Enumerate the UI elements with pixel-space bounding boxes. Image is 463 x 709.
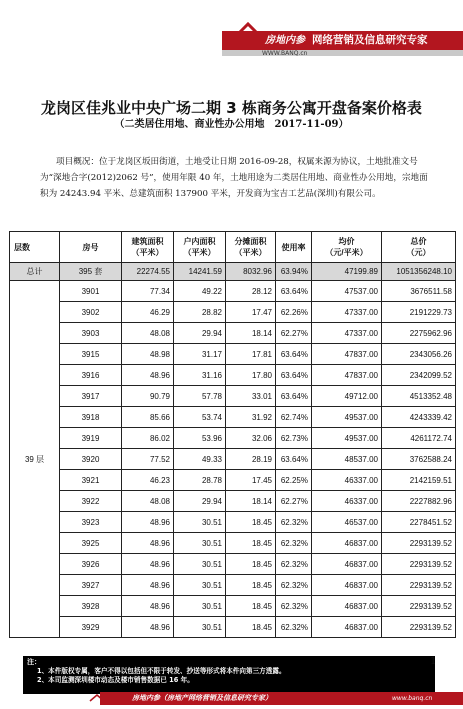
table-row bbox=[10, 617, 456, 638]
cell-shared-area: 18.45 bbox=[226, 617, 276, 638]
cell-built-area: 48.98 bbox=[122, 344, 174, 365]
cell-built-area: 85.66 bbox=[122, 407, 174, 428]
cell-avg-price: 49712.00 bbox=[312, 386, 382, 407]
cell-avg-price: 46837.00 bbox=[312, 617, 382, 638]
cell-usage-rate: 62.32% bbox=[276, 617, 312, 638]
table-row bbox=[10, 281, 456, 302]
cell-built-area: 48.96 bbox=[122, 512, 174, 533]
cell-avg-price: 47337.00 bbox=[312, 323, 382, 344]
header-built-area-unit: （平米） bbox=[131, 248, 164, 257]
cell-usage-rate: 62.25% bbox=[276, 470, 312, 491]
cell-avg-price: 47837.00 bbox=[312, 344, 382, 365]
header-inner-area-label: 户内面积 bbox=[183, 237, 216, 246]
cell-avg-price: 46337.00 bbox=[312, 470, 382, 491]
cell-room: 3928 bbox=[60, 596, 122, 617]
cell-usage-rate: 62.32% bbox=[276, 575, 312, 596]
cell-inner-area: 30.51 bbox=[174, 512, 226, 533]
cell-built-area: 77.34 bbox=[122, 281, 174, 302]
project-overview: 项目概况：位于龙岗区坂田街道，土地受让日期 2016-09-28，权属来源为协议，土地批准文号为“深地合字(2012)2062 号”，使用年限 40 年，土地用途为二类居住用地、商业性办公用地，宗地面积为 24243.94 平米、总建筑面积 137900 平米，开发商为宝吉工艺品(深圳)有限公司。 bbox=[40, 157, 428, 199]
table-row bbox=[10, 575, 456, 596]
header-built-area bbox=[122, 232, 174, 263]
cell-avg-price: 46837.00 bbox=[312, 554, 382, 575]
cell-built-area: 77.52 bbox=[122, 449, 174, 470]
table-row bbox=[10, 491, 456, 512]
header-usage-rate: 使用率 bbox=[276, 232, 312, 263]
cell-avg-price: 47837.00 bbox=[312, 365, 382, 386]
header-built-area-label: 建筑面积 bbox=[131, 237, 164, 246]
header-total-price-unit: （元） bbox=[406, 248, 431, 257]
cell-shared-area: 18.45 bbox=[226, 596, 276, 617]
cell-usage-rate: 63.64% bbox=[276, 365, 312, 386]
total-count: 395 套 bbox=[60, 263, 122, 281]
header-shared-area-unit: （平米） bbox=[234, 248, 267, 257]
cell-built-area: 46.23 bbox=[122, 470, 174, 491]
cell-usage-rate: 63.64% bbox=[276, 449, 312, 470]
cell-room: 3929 bbox=[60, 617, 122, 638]
header-floor: 层数 bbox=[10, 232, 60, 263]
table-body bbox=[10, 281, 456, 638]
cell-avg-price: 46837.00 bbox=[312, 533, 382, 554]
cell-room: 3919 bbox=[60, 428, 122, 449]
table-row bbox=[10, 365, 456, 386]
header-inner-area bbox=[174, 232, 226, 263]
cell-shared-area: 18.45 bbox=[226, 512, 276, 533]
cell-shared-area: 18.14 bbox=[226, 323, 276, 344]
cell-total-price: 2275962.96 bbox=[382, 323, 456, 344]
cell-shared-area: 18.45 bbox=[226, 533, 276, 554]
cell-room: 3927 bbox=[60, 575, 122, 596]
cell-shared-area: 31.92 bbox=[226, 407, 276, 428]
cell-usage-rate: 62.27% bbox=[276, 323, 312, 344]
cell-usage-rate: 62.26% bbox=[276, 302, 312, 323]
cell-room: 3923 bbox=[60, 512, 122, 533]
cell-avg-price: 48537.00 bbox=[312, 449, 382, 470]
cell-total-price: 3676511.58 bbox=[382, 281, 456, 302]
total-usage-rate: 63.94% bbox=[276, 263, 312, 281]
cell-room: 3902 bbox=[60, 302, 122, 323]
cell-shared-area: 17.80 bbox=[226, 365, 276, 386]
table-row bbox=[10, 302, 456, 323]
table-row bbox=[10, 407, 456, 428]
cell-inner-area: 31.17 bbox=[174, 344, 226, 365]
total-inner-area: 14241.59 bbox=[174, 263, 226, 281]
cell-built-area: 48.96 bbox=[122, 554, 174, 575]
banner-org-name: 网络营销及信息研究专家 bbox=[312, 34, 428, 46]
cell-room: 3901 bbox=[60, 281, 122, 302]
cell-usage-rate: 62.32% bbox=[276, 512, 312, 533]
cell-shared-area: 18.45 bbox=[226, 554, 276, 575]
header-room: 房号 bbox=[60, 232, 122, 263]
cell-inner-area: 49.22 bbox=[174, 281, 226, 302]
table-row bbox=[10, 428, 456, 449]
cell-room: 3915 bbox=[60, 344, 122, 365]
notes-title: 注： bbox=[27, 658, 41, 666]
cell-room: 3921 bbox=[60, 470, 122, 491]
cell-room: 3922 bbox=[60, 491, 122, 512]
cell-total-price: 2342099.52 bbox=[382, 365, 456, 386]
cell-total-price: 2293139.52 bbox=[382, 617, 456, 638]
cell-room: 3918 bbox=[60, 407, 122, 428]
banner-gray-bar bbox=[222, 50, 463, 56]
table-row bbox=[10, 596, 456, 617]
banner-logo-url: WWW.BANQ.cn bbox=[262, 50, 308, 57]
total-built-area: 22274.55 bbox=[122, 263, 174, 281]
table-row bbox=[10, 386, 456, 407]
cell-built-area: 90.79 bbox=[122, 386, 174, 407]
notes-line: 2、本司监测深圳楼市动态及楼市销售数据已 16 年。 bbox=[37, 676, 194, 684]
table-row bbox=[10, 533, 456, 554]
cell-total-price: 2293139.52 bbox=[382, 575, 456, 596]
table-header-row bbox=[10, 232, 456, 263]
cell-avg-price: 46837.00 bbox=[312, 596, 382, 617]
banner-logo-text: 房地内参 bbox=[265, 35, 305, 46]
cell-inner-area: 28.82 bbox=[174, 302, 226, 323]
table-row bbox=[10, 512, 456, 533]
cell-built-area: 48.08 bbox=[122, 491, 174, 512]
cell-inner-area: 53.96 bbox=[174, 428, 226, 449]
cell-total-price: 3762588.24 bbox=[382, 449, 456, 470]
cell-usage-rate: 62.32% bbox=[276, 533, 312, 554]
cell-usage-rate: 62.74% bbox=[276, 407, 312, 428]
table-row bbox=[10, 470, 456, 491]
cell-inner-area: 57.78 bbox=[174, 386, 226, 407]
cell-usage-rate: 62.73% bbox=[276, 428, 312, 449]
footer-url: www.banq.cn bbox=[392, 695, 433, 702]
price-table bbox=[9, 231, 456, 638]
cell-shared-area: 17.45 bbox=[226, 470, 276, 491]
cell-inner-area: 28.78 bbox=[174, 470, 226, 491]
cell-room: 3916 bbox=[60, 365, 122, 386]
cell-usage-rate: 63.64% bbox=[276, 386, 312, 407]
cell-shared-area: 28.19 bbox=[226, 449, 276, 470]
cell-inner-area: 31.16 bbox=[174, 365, 226, 386]
header-avg-price-label: 均价 bbox=[338, 237, 355, 246]
page-number: 1 bbox=[430, 656, 437, 667]
cell-inner-area: 29.94 bbox=[174, 491, 226, 512]
cell-inner-area: 49.33 bbox=[174, 449, 226, 470]
table-row bbox=[10, 323, 456, 344]
cell-shared-area: 32.06 bbox=[226, 428, 276, 449]
cell-total-price: 2142159.51 bbox=[382, 470, 456, 491]
floor-label: 39 层 bbox=[10, 281, 60, 638]
total-row bbox=[10, 263, 456, 281]
cell-avg-price: 47537.00 bbox=[312, 281, 382, 302]
cell-usage-rate: 63.64% bbox=[276, 344, 312, 365]
total-shared-area: 8032.96 bbox=[226, 263, 276, 281]
cell-total-price: 2293139.52 bbox=[382, 554, 456, 575]
cell-avg-price: 46337.00 bbox=[312, 491, 382, 512]
cell-built-area: 48.96 bbox=[122, 575, 174, 596]
cell-total-price: 4513352.48 bbox=[382, 386, 456, 407]
cell-room: 3903 bbox=[60, 323, 122, 344]
cell-total-price: 2293139.52 bbox=[382, 596, 456, 617]
cell-inner-area: 30.51 bbox=[174, 596, 226, 617]
header-total-price bbox=[382, 232, 456, 263]
cell-total-price: 2227882.96 bbox=[382, 491, 456, 512]
header-avg-price-unit: （元/平米） bbox=[325, 248, 368, 257]
cell-total-price: 4243339.42 bbox=[382, 407, 456, 428]
table-row bbox=[10, 554, 456, 575]
footer-bar bbox=[0, 690, 463, 709]
cell-avg-price: 49537.00 bbox=[312, 407, 382, 428]
cell-inner-area: 53.74 bbox=[174, 407, 226, 428]
cell-built-area: 48.96 bbox=[122, 365, 174, 386]
cell-avg-price: 46537.00 bbox=[312, 512, 382, 533]
cell-built-area: 46.29 bbox=[122, 302, 174, 323]
cell-shared-area: 18.45 bbox=[226, 575, 276, 596]
header-total-price-label: 总价 bbox=[410, 237, 427, 246]
cell-total-price: 2191229.73 bbox=[382, 302, 456, 323]
cell-room: 3917 bbox=[60, 386, 122, 407]
cell-usage-rate: 62.27% bbox=[276, 491, 312, 512]
cell-shared-area: 28.12 bbox=[226, 281, 276, 302]
header-shared-area-label: 分摊面积 bbox=[234, 237, 267, 246]
cell-built-area: 48.08 bbox=[122, 323, 174, 344]
table-row bbox=[10, 344, 456, 365]
cell-usage-rate: 62.32% bbox=[276, 554, 312, 575]
notes-box bbox=[23, 656, 435, 694]
total-total-price: 1051356248.10 bbox=[382, 263, 456, 281]
cell-total-price: 4261172.74 bbox=[382, 428, 456, 449]
cell-avg-price: 46837.00 bbox=[312, 575, 382, 596]
cell-total-price: 2293139.52 bbox=[382, 533, 456, 554]
header-inner-area-unit: （平米） bbox=[183, 248, 216, 257]
cell-avg-price: 47337.00 bbox=[312, 302, 382, 323]
cell-total-price: 2343056.26 bbox=[382, 344, 456, 365]
cell-room: 3920 bbox=[60, 449, 122, 470]
cell-total-price: 2278451.52 bbox=[382, 512, 456, 533]
cell-shared-area: 18.14 bbox=[226, 491, 276, 512]
header-avg-price bbox=[312, 232, 382, 263]
cell-inner-area: 30.51 bbox=[174, 617, 226, 638]
header-banner bbox=[0, 0, 463, 60]
cell-built-area: 48.96 bbox=[122, 617, 174, 638]
cell-inner-area: 29.94 bbox=[174, 323, 226, 344]
cell-avg-price: 49537.00 bbox=[312, 428, 382, 449]
total-avg-price: 47199.89 bbox=[312, 263, 382, 281]
cell-built-area: 86.02 bbox=[122, 428, 174, 449]
page-title: 龙岗区佳兆业中央广场二期 3 栋商务公寓开盘备案价格表 bbox=[41, 99, 422, 117]
cell-room: 3926 bbox=[60, 554, 122, 575]
cell-inner-area: 30.51 bbox=[174, 554, 226, 575]
notes-line: 1、本件版权专属，客户不得以包括但不限于转发、抄送等形式将本件向第三方透露。 bbox=[37, 667, 286, 675]
header-shared-area bbox=[226, 232, 276, 263]
cell-inner-area: 30.51 bbox=[174, 575, 226, 596]
cell-usage-rate: 63.64% bbox=[276, 281, 312, 302]
cell-built-area: 48.96 bbox=[122, 596, 174, 617]
cell-room: 3925 bbox=[60, 533, 122, 554]
cell-shared-area: 17.81 bbox=[226, 344, 276, 365]
table-row bbox=[10, 449, 456, 470]
cell-inner-area: 30.51 bbox=[174, 533, 226, 554]
cell-shared-area: 17.47 bbox=[226, 302, 276, 323]
page-subtitle: （二类居住用地、商业性办公用地 2017-11-09） bbox=[114, 119, 349, 130]
footer-text: 房地内参（房地产网络营销及信息研究专家） bbox=[132, 694, 272, 702]
total-label: 总计 bbox=[10, 263, 60, 281]
cell-usage-rate: 62.32% bbox=[276, 596, 312, 617]
cell-built-area: 48.96 bbox=[122, 533, 174, 554]
cell-shared-area: 33.01 bbox=[226, 386, 276, 407]
